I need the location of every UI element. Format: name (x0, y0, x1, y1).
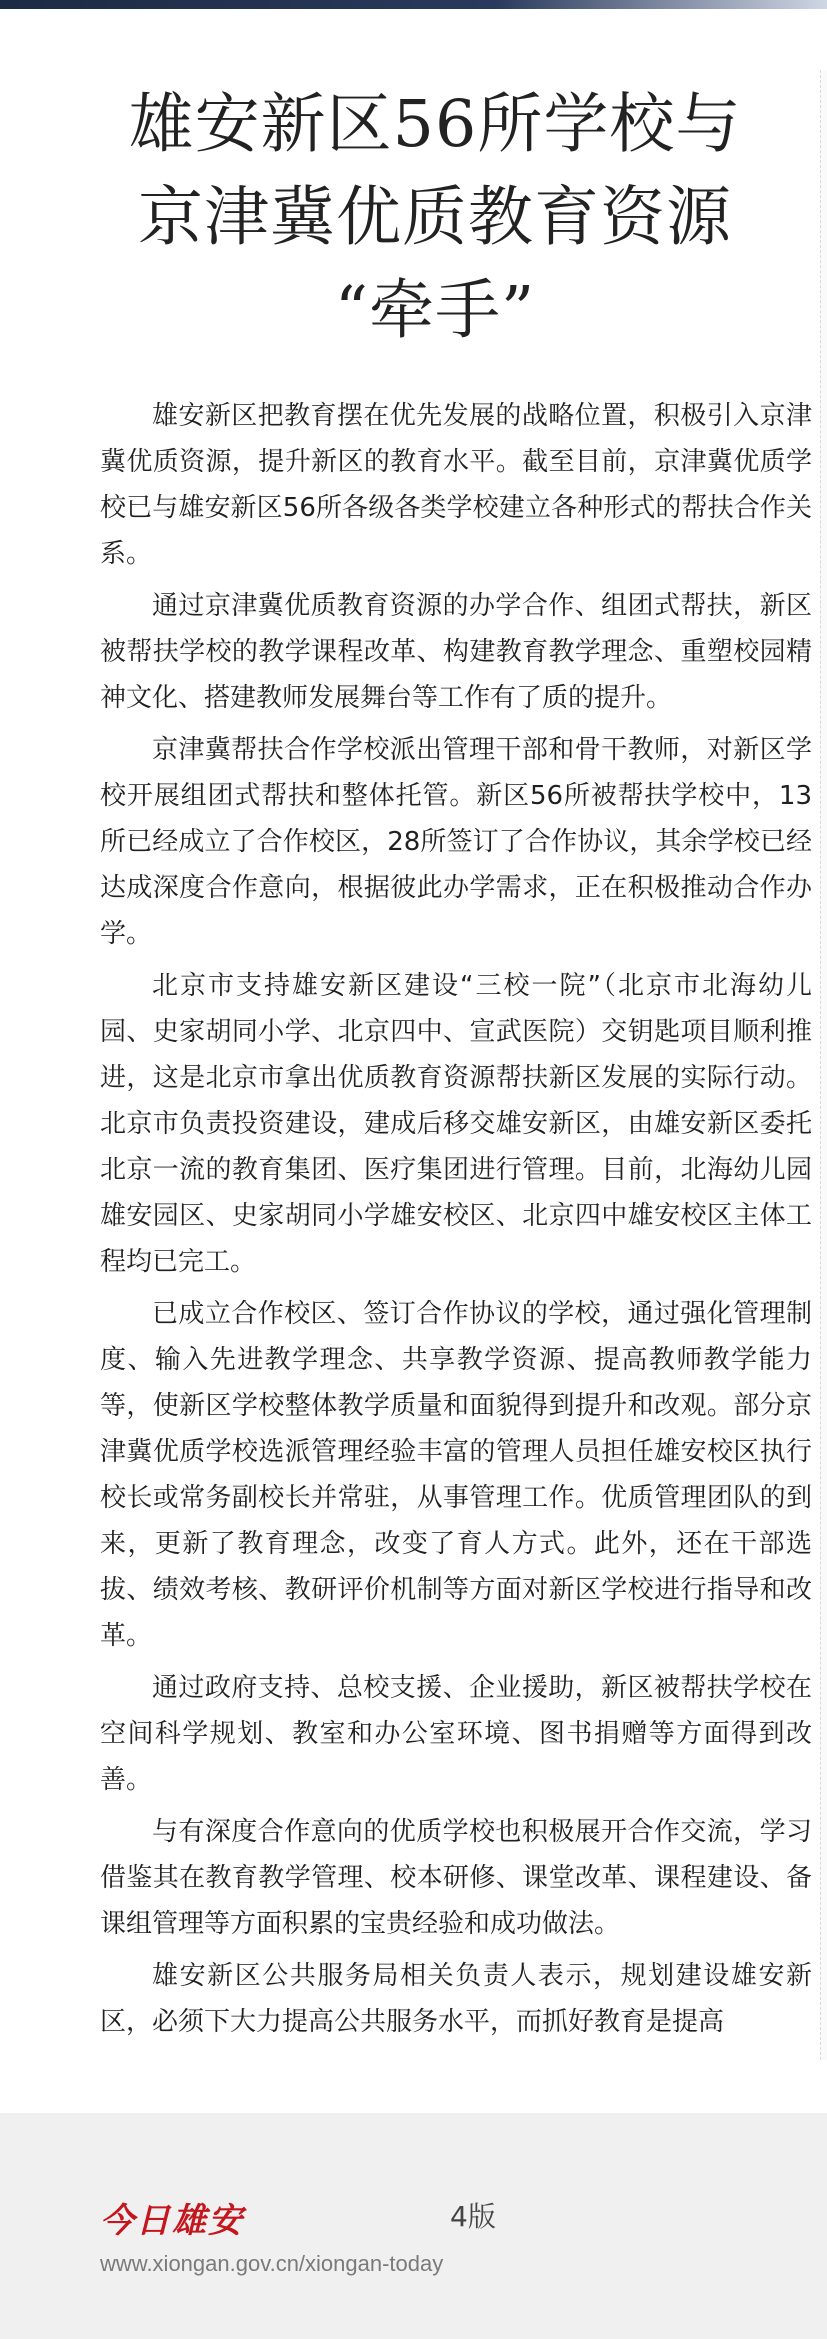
page-number: 4版 (450, 2200, 496, 2233)
top-accent-bar (0, 0, 827, 9)
brand-logo: 今日雄安 (100, 2201, 244, 2241)
page-footer (0, 2113, 827, 2339)
paragraph: 雄安新区公共服务局相关负责人表示，规划建设雄安新区，必须下大力提高公共服务水平，而抓好教育是提高 (100, 1961, 812, 2037)
paragraph: 京津冀帮扶合作学校派出管理干部和骨干教师，对新区学校开展组团式帮扶和整体托管。新区56所被帮扶学校中，13所已经成立了合作校区，28所签订了合作协议，其余学校已经达成深度合作意向，根据彼此办学需求，正在积极推动合作办学。 (100, 735, 812, 949)
article-title (100, 78, 770, 357)
site-url-link[interactable]: www.xiongan.gov.cn/xiongan-today (100, 2251, 444, 2276)
paragraph: 通过政府支持、总校支援、企业援助，新区被帮扶学校在空间科学规划、教室和办公室环境、图书捐赠等方面得到改善。 (100, 1673, 812, 1795)
title-line-3: “牵手” (334, 273, 536, 348)
title-line-2: 京津冀优质教育资源 (137, 180, 732, 255)
article-body (100, 393, 812, 2051)
page-edge-shadow (820, 70, 827, 2060)
paragraph: 雄安新区把教育摆在优先发展的战略位置，积极引入京津冀优质资源，提升新区的教育水平。截至目前，京津冀优质学校已与雄安新区56所各级各类学校建立各种形式的帮扶合作关系。 (100, 401, 812, 569)
title-line-1: 雄安新区56所学校与 (128, 87, 742, 162)
paragraph: 已成立合作校区、签订合作协议的学校，通过强化管理制度、输入先进教学理念、共享教学资源、提高教师教学能力等，使新区学校整体教学质量和面貌得到提升和改观。部分京津冀优质学校选派管理经验丰富的管理人员担任雄安校区执行校长或常务副校长并常驻，从事管理工作。优质管理团队的到来，更新了教育理念，改变了育人方式。此外，还在干部选拔、绩效考核、教研评价机制等方面对新区学校进行指导和改革。 (100, 1299, 812, 1651)
paragraph: 北京市支持雄安新区建设“三校一院”（北京市北海幼儿园、史家胡同小学、北京四中、宣武医院）交钥匙项目顺利推进，这是北京市拿出优质教育资源帮扶新区发展的实际行动。北京市负责投资建设，建成后移交雄安新区，由雄安新区委托北京一流的教育集团、医疗集团进行管理。目前，北海幼儿园雄安园区、史家胡同小学雄安校区、北京四中雄安校区主体工程均已完工。 (100, 971, 812, 1277)
paragraph: 通过京津冀优质教育资源的办学合作、组团式帮扶，新区被帮扶学校的教学课程改革、构建教育教学理念、重塑校园精神文化、搭建教师发展舞台等工作有了质的提升。 (100, 591, 812, 713)
paragraph: 与有深度合作意向的优质学校也积极展开合作交流，学习借鉴其在教育教学管理、校本研修、课堂改革、课程建设、备课组管理等方面积累的宝贵经验和成功做法。 (100, 1817, 812, 1939)
